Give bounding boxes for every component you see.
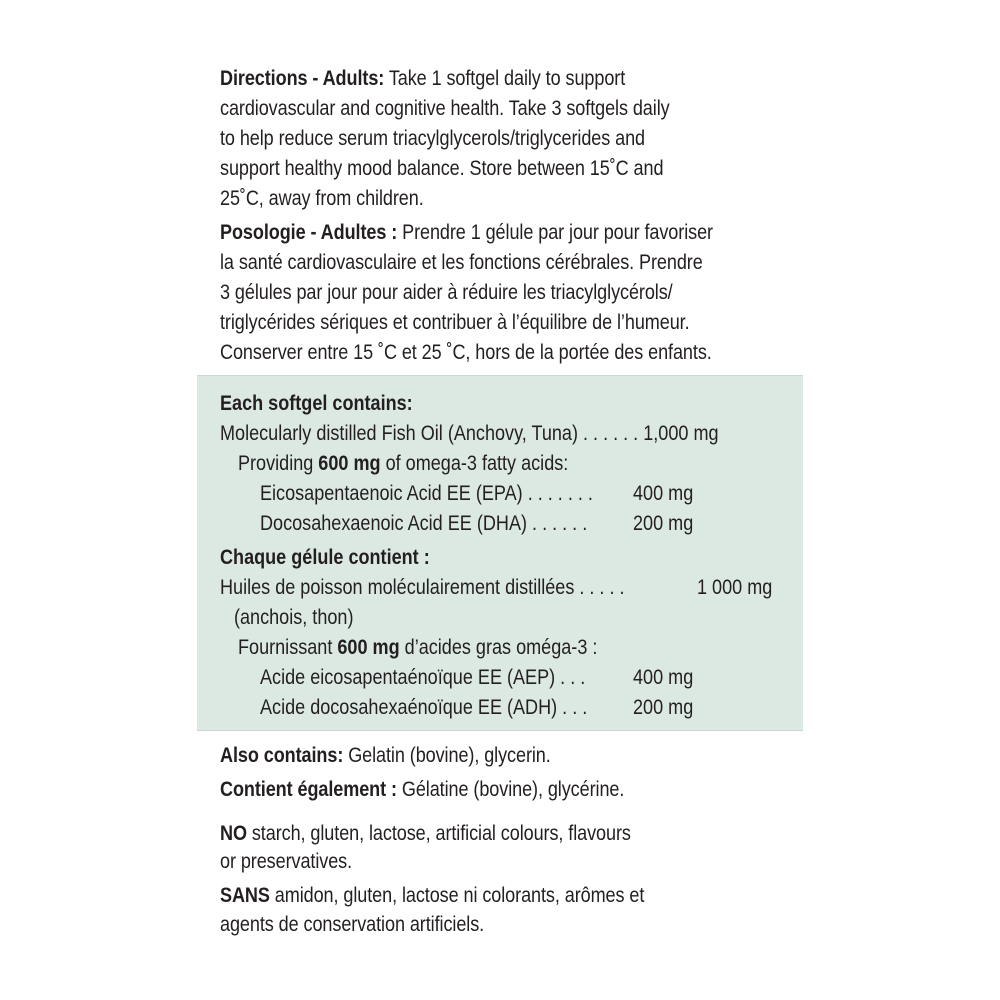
epa-row: Eicosapentaenoic Acid EE (EPA) . . . . . . . [260,481,593,505]
fish-oil-sub-fr: (anchois, thon) [234,605,354,629]
aep-amount: 400 mg [633,665,694,689]
omega3-row: Providing 600 mg of omega-3 fatty acids: [238,451,569,475]
directions-en-heading: Directions - Adults: [220,66,385,90]
aep-row: Acide eicosapentaénoïque EE (AEP) . . . [260,665,586,689]
adh-row: Acide docosahexaénoïque EE (ADH) . . . [260,695,588,719]
omega3-row-fr: Fournissant 600 mg d’acides gras oméga-3 : [238,635,598,659]
ingredients-panel [197,375,803,731]
contient-egalement: Contient également : Gélatine (bovine), glycérine. [220,777,625,801]
adh-amount: 200 mg [633,695,694,719]
fish-oil-row: Molecularly distilled Fish Oil (Anchovy, Tuna) . . . . . . 1,000 mg [220,421,719,445]
epa-amount: 400 mg [633,481,694,505]
dha-amount: 200 mg [633,511,694,535]
sans-list: SANS amidon, gluten, lactose ni colorants, arômes et [220,883,645,907]
fish-oil-amount-fr: 1 000 mg [697,575,773,599]
panel-fr-heading: Chaque gélule contient : [220,545,430,569]
panel-en-heading: Each softgel contains: [220,391,413,415]
dha-row: Docosahexaenoic Acid EE (DHA) . . . . . . [260,511,588,535]
directions-fr-heading: Posologie - Adultes : [220,220,398,244]
fish-oil-row-fr: Huiles de poisson moléculairement distillées . . . . . [220,575,625,599]
